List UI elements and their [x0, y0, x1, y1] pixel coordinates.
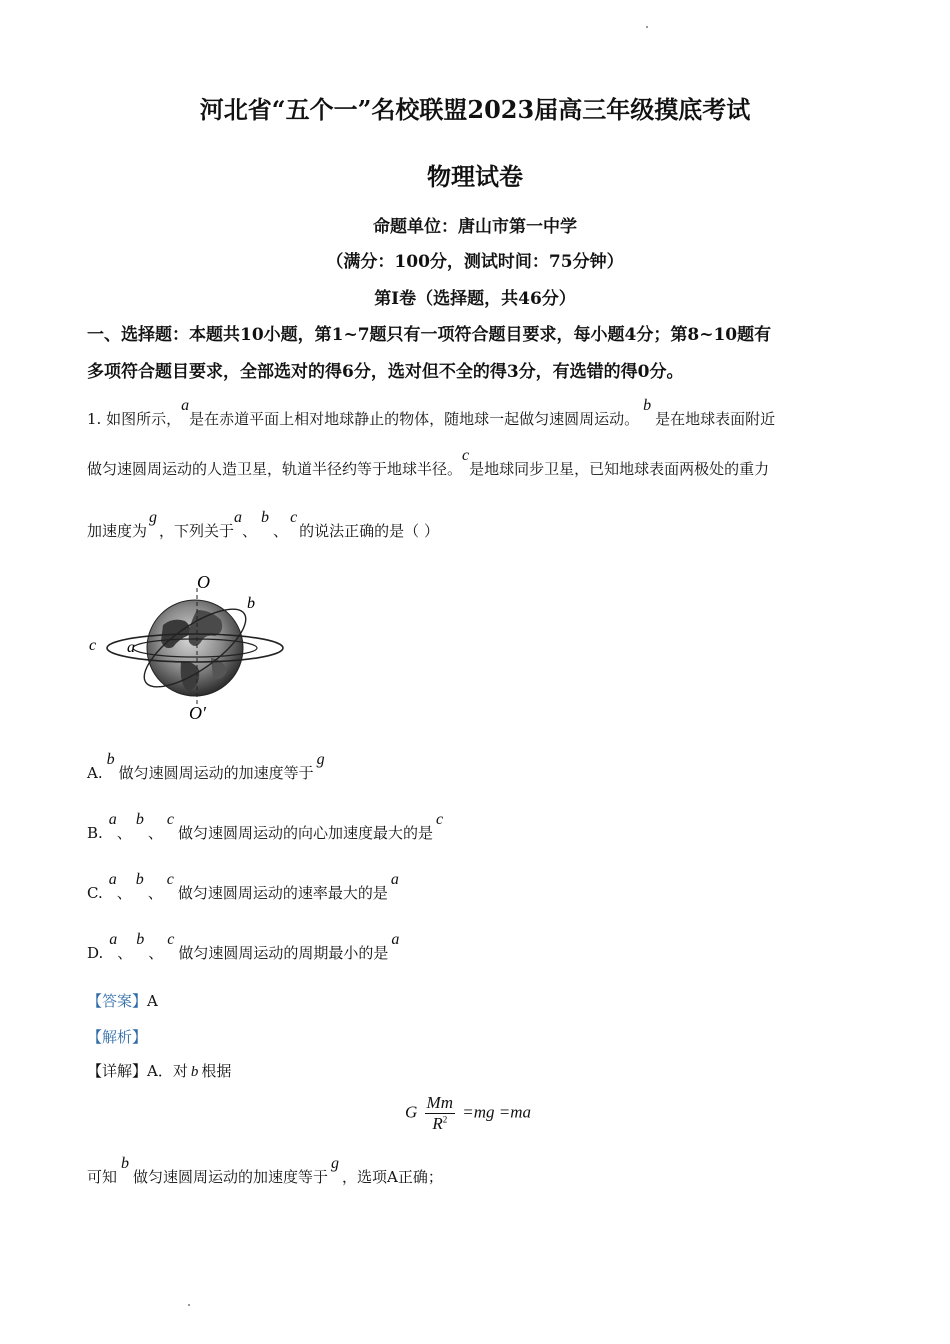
answer-line [87, 990, 158, 1011]
option-a[interactable]: A.b做匀速圆周运动的加速度等于g [87, 751, 325, 782]
option-d[interactable]: D.a、b、c做匀速圆周运动的周期最小的是a [87, 931, 400, 962]
exam-info: （满分：100分，测试时间：75分钟） [326, 252, 624, 272]
var-a: a [181, 397, 190, 414]
var-c: c [462, 447, 470, 464]
volume-heading: 第Ⅰ卷（选择题，共46分） [374, 289, 576, 309]
question-line-3: 加速度为g，下列关于a、b、c的说法正确的是（ ） [87, 509, 439, 540]
label-a: a [127, 639, 135, 656]
conclusion-line: 可知b做匀速圆周运动的加速度等于g，选项A正确； [87, 1155, 443, 1186]
exam-title: 河北省“五个一”名校联盟2023届高三年级摸底考试 [199, 95, 751, 124]
detail-line: 【详解】A．对 b 根据 [87, 1062, 232, 1080]
analysis-label: 【解析】 [87, 1028, 148, 1046]
scan-dot [188, 1304, 190, 1306]
question-number: 1. 如图所示， [87, 410, 182, 428]
label-O-prime: O′ [189, 703, 206, 723]
section-instructions-line2: 多项符合题目要求，全部选对的得6分，选对但不全的得3分，有选错的得0分。 [87, 362, 684, 382]
orbit-figure [85, 570, 295, 725]
label-O: O [197, 572, 210, 592]
answer-value: A [147, 992, 158, 1010]
question-line-2: 做匀速圆周运动的人造卫星，轨道半径约等于地球半径。c是地球同步卫星，已知地球表面两极处的重力 [87, 447, 770, 478]
var-b: b [643, 397, 652, 414]
gravity-formula: G $\frac{Mm}{R^2}$ =mg =ma [405, 1093, 531, 1133]
section-instructions-line1: 一、选择题：本题共10小题，第1~7题只有一项符合题目要求，每小题4分；第8~10题有 [87, 325, 772, 345]
label-b: b [247, 595, 255, 612]
option-b[interactable]: B.a、b、c做匀速圆周运动的向心加速度最大的是c [87, 811, 444, 842]
author-unit: 命题单位：唐山市第一中学 [373, 217, 577, 237]
label-c: c [89, 637, 97, 654]
option-c[interactable]: C.a、b、c做匀速圆周运动的速率最大的是a [87, 871, 399, 902]
question-line-1: 1. 如图所示，a是在赤道平面上相对地球静止的物体，随地球一起做匀速圆周运动。b是在地球表面附近 [87, 397, 776, 428]
scan-dot [646, 26, 648, 28]
answer-label: 【答案】 [87, 992, 148, 1010]
exam-subtitle: 物理试卷 [427, 162, 523, 191]
